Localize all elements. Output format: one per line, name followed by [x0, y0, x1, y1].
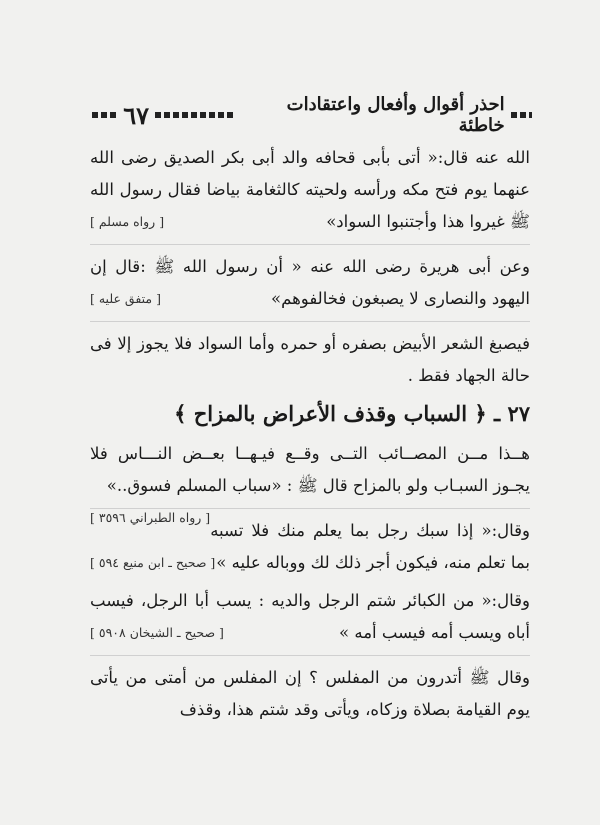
citation: [ متفق عليه ]: [90, 291, 161, 306]
paragraph: [90, 328, 530, 392]
paragraph-text: الله عنه قال:« أتى بأبى قحافه والد أبى بكر الصديق رضى الله عنهما يوم فتح مكه ورأسه ولحيته كالثغامة بياضا فقال رسول الله ﷺ غيروا هذا وأجتنبوا السواد»: [90, 148, 530, 231]
page-header: [92, 94, 532, 136]
paragraph-text: هــذا مــن المصــائب التــى وقــع فيـهــا بعــض النـــاس فلا يجـوز السبـاب ولو بالمزاح قال ﷺ : «سباب المسلم فسوق..»: [90, 444, 530, 495]
paragraph-text: فيصبغ الشعر الأبيض بصفره أو حمره وأما السواد فلا يجوز إلا فى حالة الجهاد فقط .: [90, 334, 530, 385]
citation: [ رواه مسلم ]: [90, 214, 165, 229]
divider: [90, 508, 530, 509]
paragraph-text: وقال:« إذا سبك رجل بما يعلم منك فلا تسبه بما تعلم منه، فيكون أجر ذلك لك ووباله عليه »: [210, 521, 530, 572]
page-number: ٦٧: [123, 100, 149, 130]
header-ornament-right: [511, 112, 532, 118]
citation: [ صحيح ـ الشيخان ٥٩٠٨ ]: [90, 625, 224, 640]
paragraph: [90, 585, 530, 649]
paragraph-text: وقال ﷺ أتدرون من المفلس ؟ إن المفلس من أمتى من يأتى يوم القيامة بصلاة وزكاه، ويأتى وقد شتم هذا، وقذف: [90, 668, 530, 719]
paragraph: [90, 251, 530, 315]
section-heading: ٢٧ ـ ﴿ السباب وقذف الأعراض بالمزاح ﴾: [174, 401, 530, 426]
running-title: احذر أقوال وأفعال واعتقادات خاطئة: [286, 94, 505, 136]
paragraph: [90, 662, 530, 726]
divider: [90, 321, 530, 322]
citation: [ رواه الطبراني ٣٥٩٦ ]: [90, 510, 211, 525]
paragraph: [90, 438, 530, 525]
header-ornament-left: [92, 112, 117, 118]
divider: [90, 244, 530, 245]
divider: [90, 655, 530, 656]
paragraph-text: وقال:« من الكبائر شتم الرجل والديه : يسب أبا الرجل، فيسب أباه ويسب أمه فيسب أمه »: [90, 591, 530, 642]
citation: [ صحيح ـ ابن منيع ٥٩٤ ]: [90, 555, 216, 570]
page-body: [90, 142, 530, 732]
header-ornament-middle: [155, 112, 236, 118]
paragraph: [90, 142, 530, 238]
paragraph-text: وعن أبى هريرة رضى الله عنه « أن رسول الله ﷺ :قال إن اليهود والنصارى لا يصبغون فخالفوهم»: [90, 257, 530, 308]
